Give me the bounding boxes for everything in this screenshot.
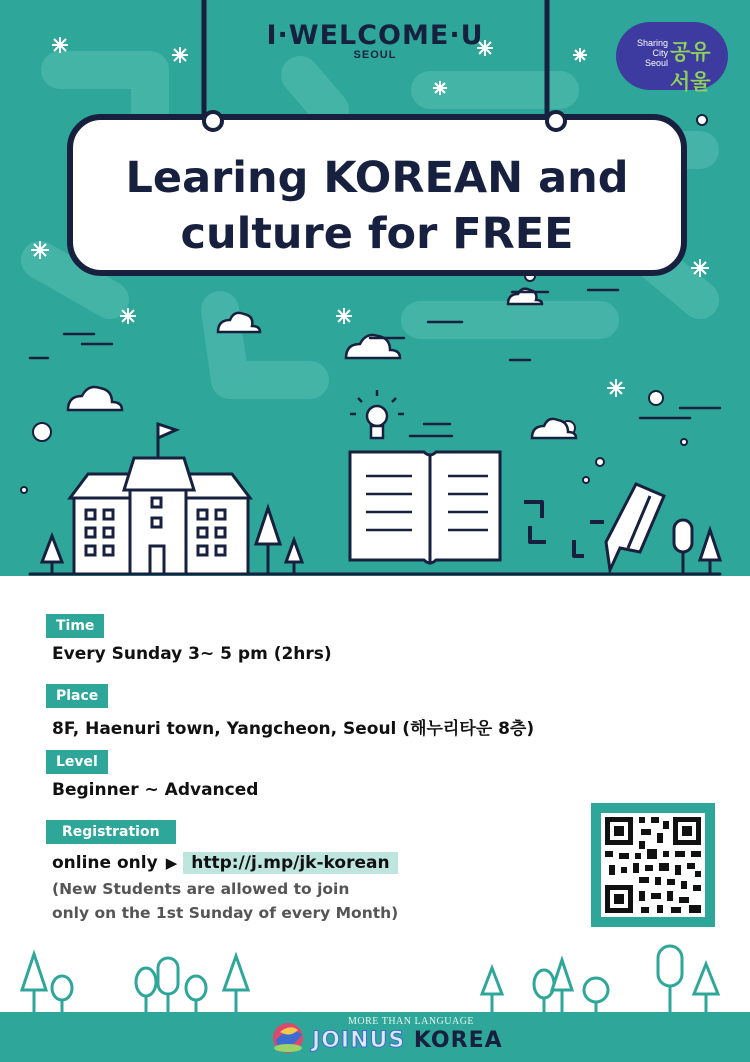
- badge-big-text: 공유서울: [670, 40, 711, 94]
- registration-link[interactable]: http://j.mp/jk-korean: [183, 852, 397, 874]
- level-text: Beginner ~ Advanced: [52, 780, 259, 800]
- footer: [0, 1012, 750, 1062]
- tree-row-illustration: [0, 940, 750, 1012]
- brand-title: I·WELCOME·U: [266, 20, 484, 51]
- footer-org-part1: JOINUS: [312, 1028, 406, 1053]
- footer-org-name: [312, 1028, 503, 1053]
- place-label: Place: [46, 684, 108, 708]
- note-line-2: only on the 1st Sunday of every Month): [52, 904, 399, 922]
- online-only-text: online only: [52, 853, 158, 873]
- title-sign: [67, 114, 687, 276]
- time-label: Time: [46, 614, 104, 638]
- sign-hook-right: [541, 106, 571, 136]
- sharing-city-seoul-badge: [616, 22, 728, 94]
- sign-hook-left: [198, 106, 228, 136]
- qr-code-icon: [601, 813, 705, 917]
- play-arrow-icon: ▶: [165, 854, 178, 872]
- time-text: Every Sunday 3~ 5 pm (2hrs): [52, 644, 332, 664]
- place-text: 8F, Haenuri town, Yangcheon, Seoul (해누리타운 8층): [52, 719, 535, 739]
- page-title: [73, 150, 681, 262]
- title-line-1: Learing KOREAN and: [125, 153, 629, 203]
- pencil-icon: [606, 484, 664, 570]
- footer-org-part2: KOREA: [405, 1028, 503, 1053]
- joinus-globe-logo: [268, 1018, 308, 1058]
- footer-tagline: MORE THAN LANGUAGE: [348, 1016, 475, 1027]
- badge-small-text: Sharing City Seoul: [636, 38, 668, 68]
- title-line-2: culture for FREE: [180, 209, 574, 259]
- qr-code[interactable]: [591, 803, 715, 927]
- lightbulb-icon: [350, 390, 404, 438]
- registration-row: [52, 852, 398, 874]
- registration-label: Registration: [46, 820, 176, 844]
- note-line-1: (New Students are allowed to join: [52, 880, 350, 898]
- level-label: Level: [46, 750, 108, 774]
- brand-subtitle: SEOUL: [353, 49, 397, 61]
